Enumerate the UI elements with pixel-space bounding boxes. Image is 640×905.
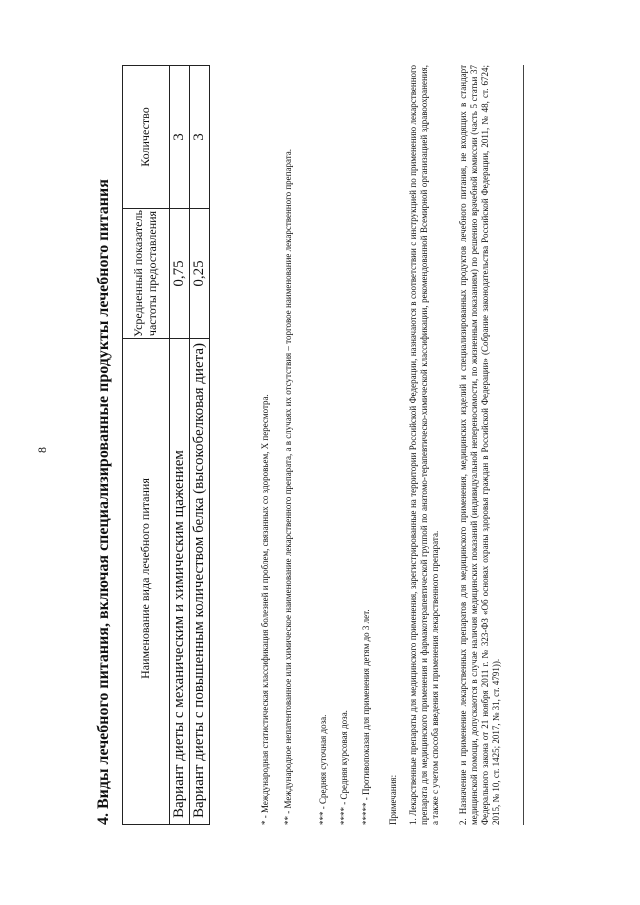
footnote-daily-dose: *** - Средняя суточная доза. [318, 714, 328, 825]
table-row [169, 66, 189, 824]
row-quantity: 3 [170, 66, 189, 209]
header-name: Наименование вида лечебного питания [138, 478, 153, 679]
notes-heading: Примечания: [388, 774, 398, 825]
section-title: 4. Виды лечебного питания, включая специализированные продукты лечебного питания [95, 179, 112, 825]
footnote-course-dose: **** - Средняя курсовая доза. [339, 710, 349, 825]
row-name: Вариант диеты с повышенным количеством белка (высокобелковая диета) [191, 342, 208, 818]
table-row [189, 66, 210, 824]
diet-table [122, 65, 210, 825]
bottom-divider [523, 65, 524, 825]
header-quantity: Количество [123, 66, 169, 209]
header-frequency: Усредненный показатель частоты предоставления [123, 209, 169, 339]
note-1: 1. Лекарственные препараты для медицинского применения, зарегистрированные на территории Российской Федерации, назначаются в соответствии с инструкцией по применению лекарственного препарата для медицинского применения и фармакотерапевтической группой по анатомо-терапевтическо-химической классификации, рекомендованной Всемирной организацией здравоохранения, а также с учетом способа введения и применения лекарственного препарата. [408, 65, 440, 825]
page-number: 8 [35, 447, 49, 453]
table-header-row [123, 66, 169, 824]
row-frequency: 0,75 [170, 209, 189, 339]
footnote-contraindication: ***** - Противопоказан для применения детям до 3 лет. [361, 609, 371, 825]
note-2: 2. Назначение и применение лекарственных препаратов для медицинского применения, медицинских изделий и специализированных продуктов лечебного питания, не входящих в стандарт медицинской помощи, допускаются в случае наличия медицинских показаний (индивидуальной непереносимости, по жизненным показаниям) по решению врачебной комиссии (часть 5 статьи 37 Федерального закона от 21 ноября 2011 г. № 323-ФЗ «Об основах охраны здоровья граждан в Российской Федерации» (Собрание законодательства Российской Федерации, 2011, № 48, ст. 6724; 2015, № 10, ст. 1425; 2017, № 31, ст. 4791)). [458, 65, 501, 825]
footnote-inn: ** - Международное непатентованное или химическое наименование лекарственного препарата, а в случаях их отсутствия – торговое наименование лекарственного препарата. [283, 149, 293, 825]
row-name: Вариант диеты с механическим и химическим щажением [170, 450, 187, 818]
footnote-icd: * - Международная статистическая классификация болезней и проблем, связанных со здоровьем, X пересмотра. [260, 394, 270, 825]
row-frequency: 0,25 [190, 209, 210, 339]
row-quantity: 3 [190, 66, 210, 209]
